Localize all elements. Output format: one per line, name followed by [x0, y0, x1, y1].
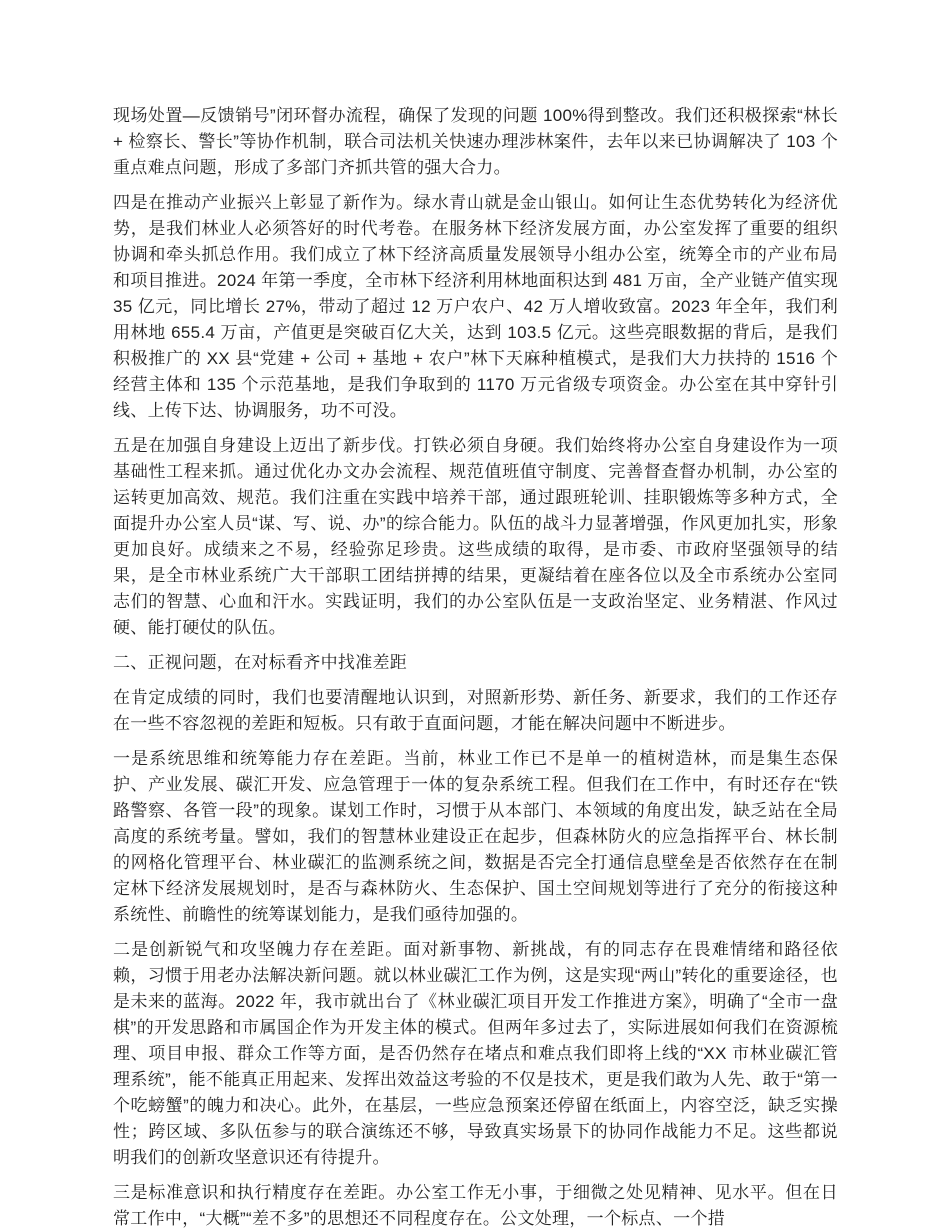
paragraph: 四是在推动产业振兴上彰显了新作为。绿水青山就是金山银山。如何让生态优势转化为经济优势，是我们林业人必须答好的时代考卷。在服务林下经济发展方面，办公室发挥了重要的组织协调和牵头抓总作用。我们成立了林下经济高质量发展领导小组办公室，统筹全市的产业布局和项目推进。2024 年第一季度，全市林下经济利用林地面积达到 481 万亩，全产业链产值实现 35 亿元，同比增长 27%，带动了超过 12 万户农户、42 万人增收致富。2023 年全年，我们利用林地 655.4 万亩，产值更是突破百亿大关，达到 103.5 亿元。这些亮眼数据的背后，是我们积极推广的 XX 县“党建 + 公司 + 基地 + 农户”林下天麻种植模式，是我们大力扶持的 1516 个经营主体和 135 个示范基地，是我们争取到的 1170 万元省级专项资金。办公室在其中穿针引线、上传下达、协调服务，功不可没。	[113, 193, 838, 420]
document-body	[113, 103, 838, 1232]
paragraph: 在肯定成绩的同时，我们也要清醒地认识到，对照新形势、新任务、新要求，我们的工作还存在一些不容忽视的差距和短板。只有敢于直面问题，才能在解决问题中不断进步。	[113, 688, 838, 733]
paragraph: 现场处置—反馈销号”闭环督办流程，确保了发现的问题 100%得到整改。我们还积极探索“林长 + 检察长、警长”等协作机制，联合司法机关快速办理涉林案件，去年以来已协调解决了 103 个重点难点问题，形成了多部门齐抓共管的强大合力。	[113, 106, 838, 177]
section-heading: 二、正视问题，在对标看齐中找准差距	[113, 653, 408, 672]
paragraph: 二是创新锐气和攻坚魄力存在差距。面对新事物、新挑战，有的同志存在畏难情绪和路径依赖，习惯于用老办法解决新问题。就以林业碳汇工作为例，这是实现“两山”转化的重要途径，也是未来的蓝海。2022 年，我市就出台了《林业碳汇项目开发工作推进方案》，明确了“全市一盘棋”的开发思路和市属国企作为开发主体的模式。但两年多过去了，实际进展如何我们在资源梳理、项目申报、群众工作等方面，是否仍然存在堵点和难点我们即将上线的“XX 市林业碳汇管理系统”，能不能真正用起来、发挥出效益这考验的不仅是技术，更是我们敢为人先、敢于“第一个吃螃蟹”的魄力和决心。此外，在基层，一些应急预案还停留在纸面上，内容空泛，缺乏实操性；跨区域、多队伍参与的联合演练还不够，导致真实场景下的协同作战能力不足。这些都说明我们的创新攻坚意识还有待提升。	[113, 940, 838, 1167]
paragraph: 一是系统思维和统筹能力存在差距。当前，林业工作已不是单一的植树造林，而是集生态保护、产业发展、碳汇开发、应急管理于一体的复杂系统工程。但我们在工作中，有时还存在“铁路警察、各管一段”的现象。谋划工作时，习惯于从本部门、本领域的角度出发，缺乏站在全局高度的系统考量。譬如，我们的智慧林业建设正在起步，但森林防火的应急指挥平台、林长制的网格化管理平台、林业碳汇的监测系统之间，数据是否完全打通信息壁垒是否依然存在在制定林下经济发展规划时，是否与森林防火、生态保护、国土空间规划等进行了充分的衔接这种系统性、前瞻性的统筹谋划能力，是我们亟待加强的。	[113, 749, 838, 924]
paragraph: 三是标准意识和执行精度存在差距。办公室工作无小事，于细微之处见精神、见水平。但在日常工作中，“大概”“差不多”的思想还不同程度存在。公文处理，一个标点、一个措	[113, 1183, 838, 1228]
paragraph: 五是在加强自身建设上迈出了新步伐。打铁必须自身硬。我们始终将办公室自身建设作为一项基础性工程来抓。通过优化办文办会流程、规范值班值守制度、完善督查督办机制，办公室的运转更加高效、规范。我们注重在实践中培养干部，通过跟班轮训、挂职锻炼等多种方式，全面提升办公室人员“谋、写、说、办”的综合能力。队伍的战斗力显著增强，作风更加扎实，形象更加良好。成绩来之不易，经验弥足珍贵。这些成绩的取得，是市委、市政府坚强领导的结果，是全市林业系统广大干部职工团结拼搏的结果，更凝结着在座各位以及全市系统办公室同志们的智慧、心血和汗水。实践证明，我们的办公室队伍是一支政治坚定、业务精湛、作风过硬、能打硬仗的队伍。	[113, 436, 838, 637]
